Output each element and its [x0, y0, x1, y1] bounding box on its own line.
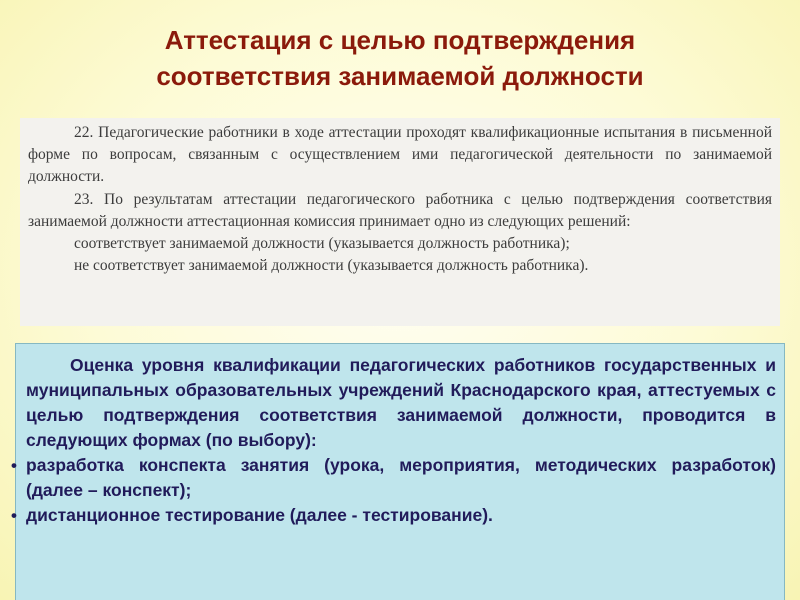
- qualification-forms-box: [11, 343, 785, 600]
- decision-option-2: не соответствует занимаемой должности (указывается должность работника).: [74, 257, 589, 275]
- bullet-item-testing: [11, 503, 776, 528]
- slide-title: [0, 22, 800, 94]
- qualification-assessment-text: Оценка уровня квалификации педагогических работников государственных и муниципальных образовательных учреждений Краснодарского края, аттестуемых с целью подтверждения соответствия занимаемой должности, проводится в следующих формах (по выбору):: [26, 355, 776, 450]
- paragraph-22: 22. Педагогические работники в ходе аттестации проходят квалификационные испытания в письменной форме по вопросам, связанным с осуществлением ими педагогической деятельности по занимаемой должности.: [28, 124, 772, 186]
- bullet-item-text: разработка конспекта занятия (урока, мероприятия, методических разработок) (далее – конспект);: [26, 455, 776, 500]
- bullet-item-synopsis: [11, 453, 776, 503]
- scanned-document-excerpt: [20, 118, 780, 326]
- decision-option-1: соответствует занимаемой должности (указывается должность работника);: [74, 235, 570, 253]
- bullet-icon: •: [11, 506, 17, 525]
- bullet-icon: •: [11, 456, 17, 475]
- bullet-item-text: дистанционное тестирование (далее - тестирование).: [26, 505, 493, 525]
- paragraph-23: 23. По результатам аттестации педагогического работника с целью подтверждения соответствия занимаемой должности аттестационная комиссия принимает одно из следующих решений:: [28, 190, 772, 230]
- slide-title-line-1: Аттестация с целью подтверждения: [164, 25, 636, 55]
- slide-title-line-2: соответствия занимаемой должности: [156, 61, 644, 91]
